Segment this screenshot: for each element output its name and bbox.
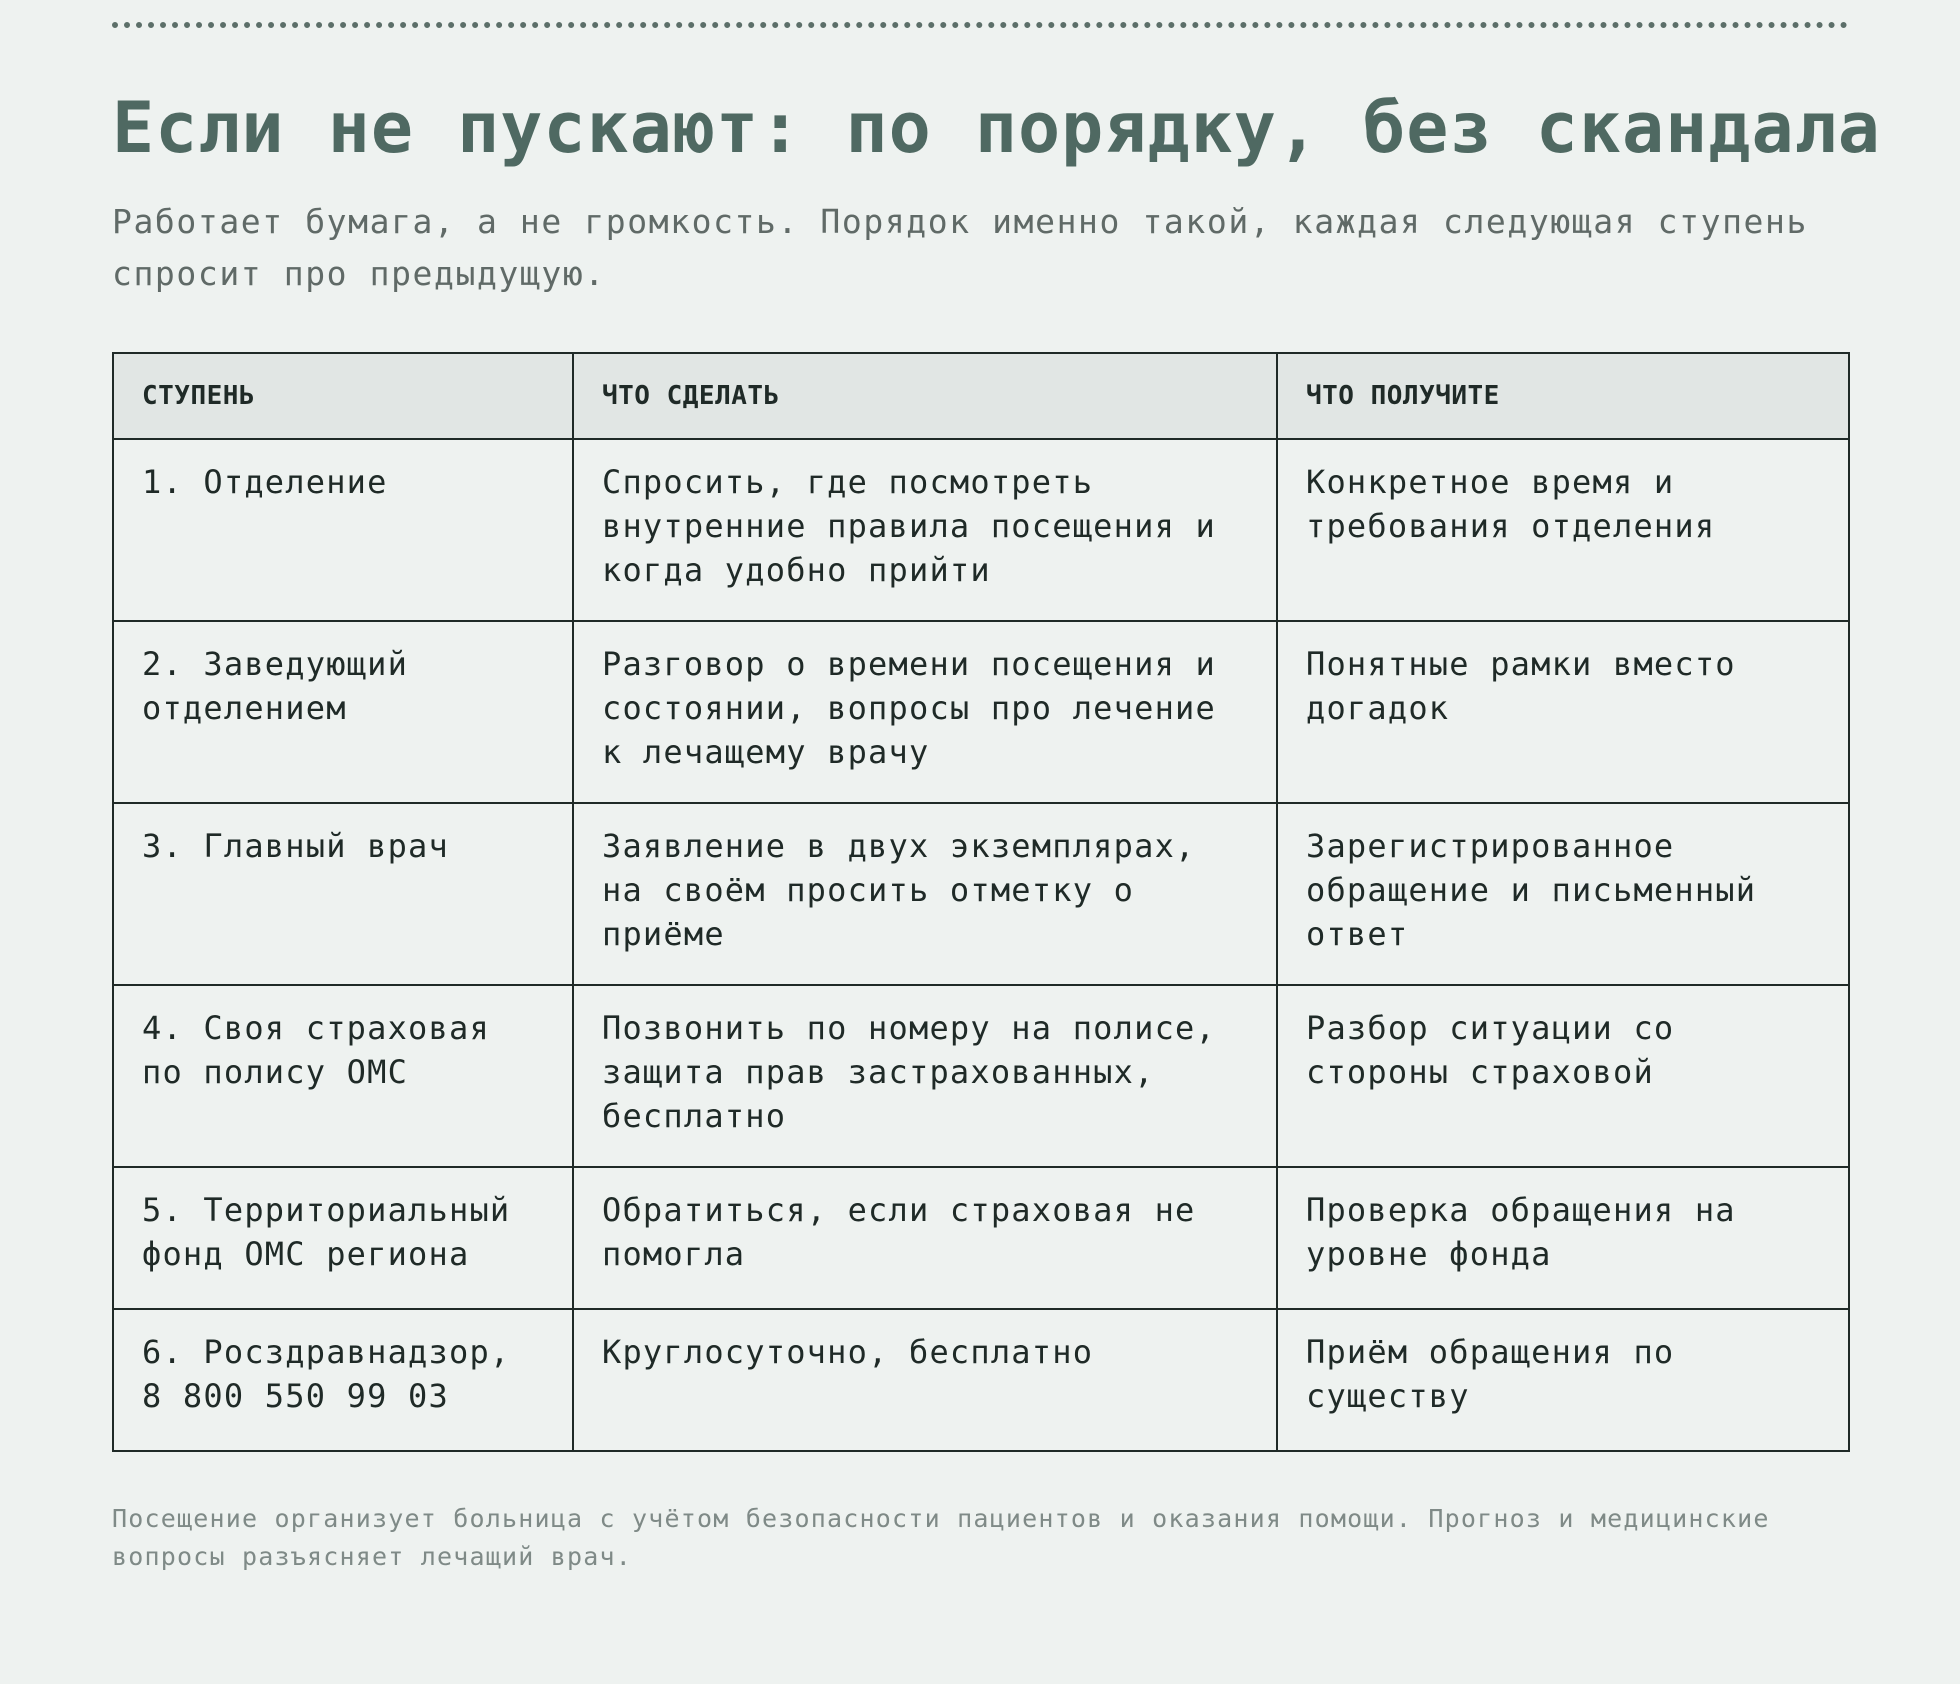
step-cell: 3. Главный врач: [113, 803, 573, 985]
action-cell: Заявление в двух экземплярах, на своём просить отметку о приёме: [573, 803, 1277, 985]
dotted-divider: [112, 22, 1848, 28]
result-cell: Проверка обращения на уровне фонда: [1277, 1167, 1849, 1309]
result-cell: Понятные рамки вместо догадок: [1277, 621, 1849, 803]
table-header-row: [113, 353, 1849, 439]
page-title: Если не пускают: по порядку, без скандала: [112, 87, 1881, 169]
action-cell: Обратиться, если страховая не помогла: [573, 1167, 1277, 1309]
step-cell: 5. Территориальный фонд ОМС региона: [113, 1167, 573, 1309]
result-cell: Конкретное время и требования отделения: [1277, 439, 1849, 621]
table-row: [113, 985, 1849, 1167]
action-cell: Спросить, где посмотреть внутренние правила посещения и когда удобно прийти: [573, 439, 1277, 621]
table-row: [113, 1309, 1849, 1451]
column-header-action: ЧТО СДЕЛАТЬ: [573, 353, 1277, 439]
step-cell: 2. Заведующий отделением: [113, 621, 573, 803]
table-row: [113, 621, 1849, 803]
column-header-step: СТУПЕНЬ: [113, 353, 573, 439]
table-row: [113, 1167, 1849, 1309]
column-header-result: ЧТО ПОЛУЧИТЕ: [1277, 353, 1849, 439]
page-subtitle: Работает бумага, а не громкость. Порядок именно такой, каждая следующая ступень спросит про предыдущую.: [112, 202, 1808, 293]
action-cell: Круглосуточно, бесплатно: [573, 1309, 1277, 1451]
step-cell: 6. Росздравнадзор, 8 800 550 99 03: [113, 1309, 573, 1451]
result-cell: Разбор ситуации со стороны страховой: [1277, 985, 1849, 1167]
table-row: [113, 803, 1849, 985]
action-cell: Позвонить по номеру на полисе, защита прав застрахованных, бесплатно: [573, 985, 1277, 1167]
result-cell: Зарегистрированное обращение и письменный ответ: [1277, 803, 1849, 985]
result-cell: Приём обращения по существу: [1277, 1309, 1849, 1451]
footnote: Посещение организует больница с учётом безопасности пациентов и оказания помощи. Прогноз и медицинские вопросы разъясняет лечащий врач.: [112, 1504, 1770, 1571]
table-row: [113, 439, 1849, 621]
escalation-steps-table: [112, 352, 1850, 1452]
step-cell: 1. Отделение: [113, 439, 573, 621]
step-cell: 4. Своя страховая по полису ОМС: [113, 985, 573, 1167]
action-cell: Разговор о времени посещения и состоянии, вопросы про лечение к лечащему врачу: [573, 621, 1277, 803]
